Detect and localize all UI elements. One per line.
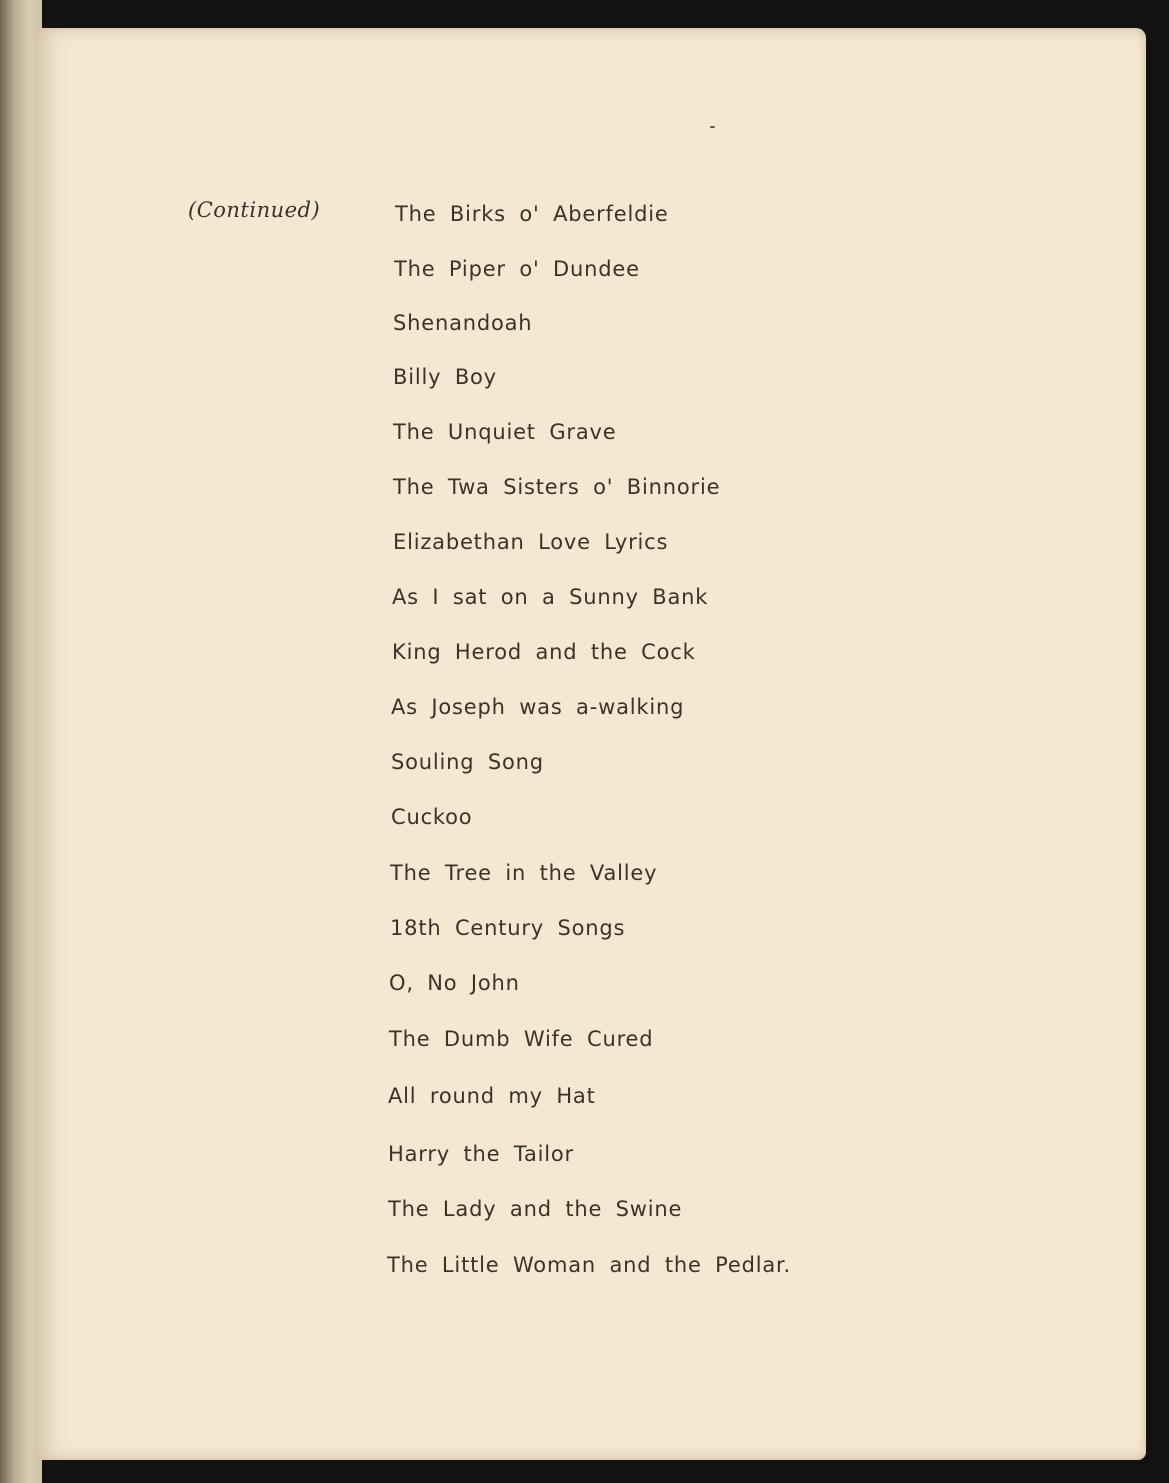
paper-speck [710,126,715,128]
song-title: O, No John [389,971,520,995]
song-title: Cuckoo [391,805,473,829]
song-title: As I sat on a Sunny Bank [392,585,709,609]
song-title: Elizabethan Love Lyrics [393,530,669,554]
song-title: All round my Hat [388,1084,596,1108]
song-title: The Unquiet Grave [393,420,617,444]
continued-label: (Continued) [188,198,321,222]
song-title: The Lady and the Swine [388,1197,683,1221]
song-title: The Piper o' Dundee [394,257,640,281]
song-title: Shenandoah [393,311,533,335]
song-title: The Birks o' Aberfeldie [395,202,669,226]
song-title: Souling Song [391,750,544,774]
song-title: Harry the Tailor [388,1142,574,1166]
song-title: Billy Boy [393,365,497,389]
song-title: King Herod and the Cock [392,640,696,664]
page-sheet [36,28,1146,1460]
song-title: The Twa Sisters o' Binnorie [393,475,721,499]
song-title: The Tree in the Valley [390,861,658,885]
song-title: The Little Woman and the Pedlar. [387,1253,792,1277]
song-title: 18th Century Songs [390,916,626,940]
song-title: The Dumb Wife Cured [389,1027,654,1051]
song-title: As Joseph was a-walking [391,695,685,719]
